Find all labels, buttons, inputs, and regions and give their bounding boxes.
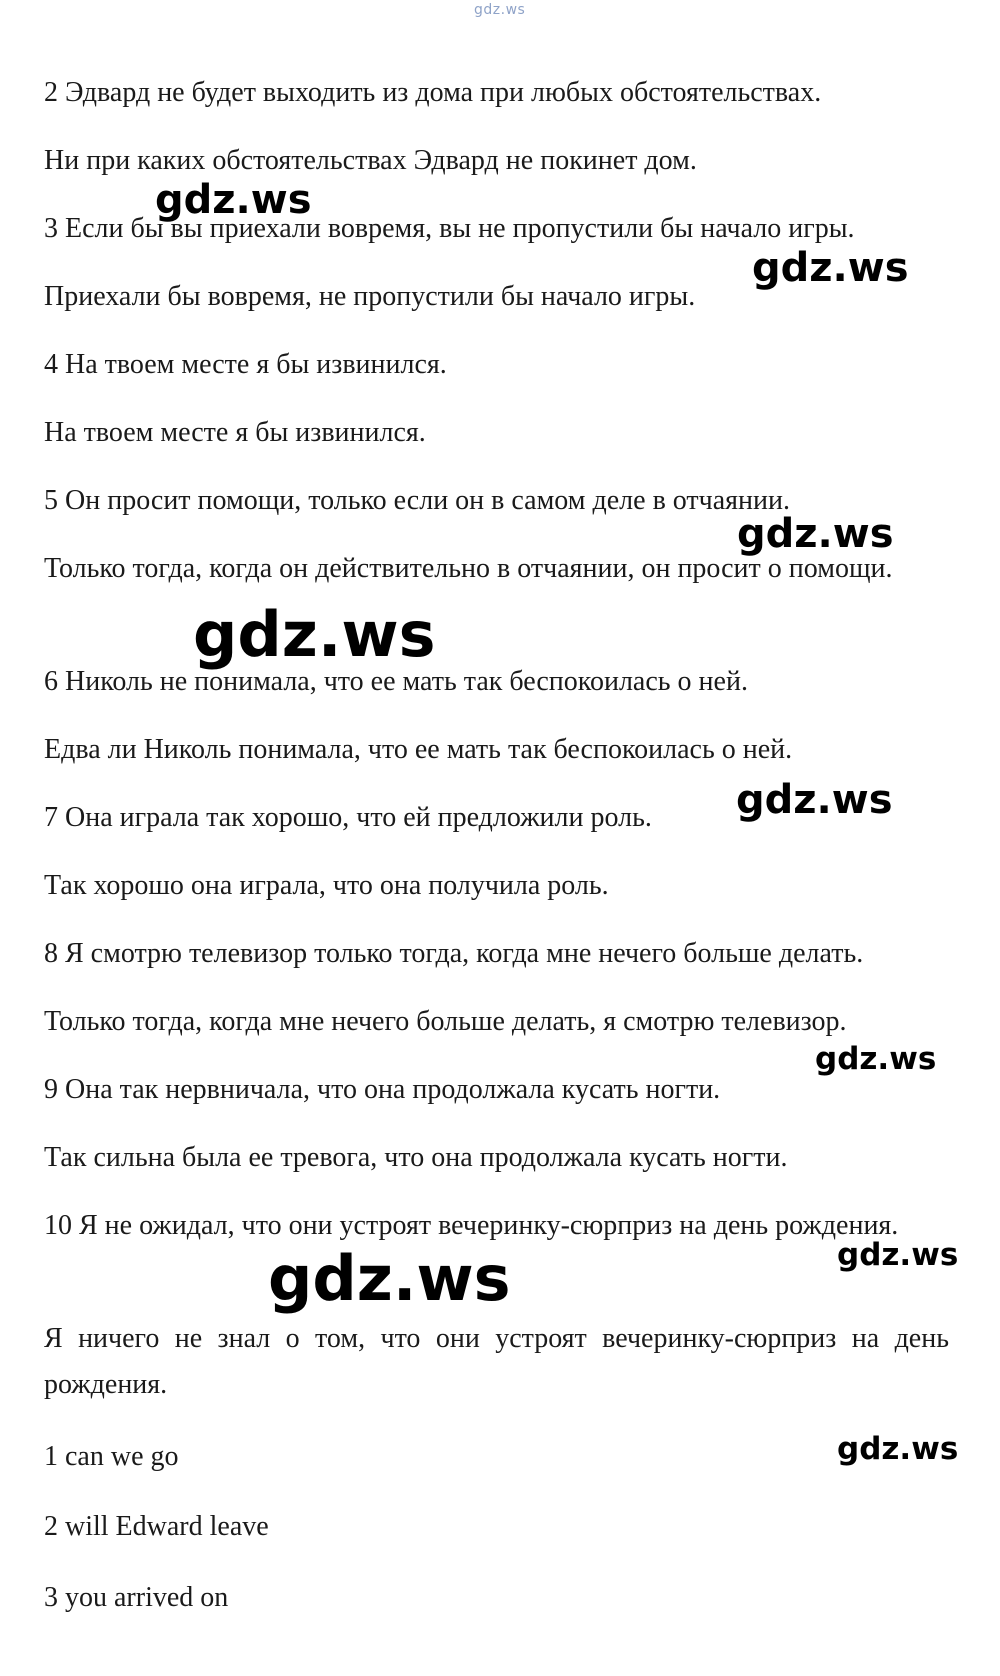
watermark: gdz.ws [736,777,893,823]
answer-line: 4 На твоем месте я бы извинился. [44,349,447,380]
answer-line: 5 Он просит помощи, только если он в самом деле в отчаянии. [44,485,790,516]
answer-line: Ни при каких обстоятельствах Эдвард не покинет дом. [44,145,697,176]
answer-line: Так сильна была ее тревога, что она продолжала кусать ногти. [44,1142,788,1173]
answer-line: 9 Она так нервничала, что она продолжала кусать ногти. [44,1074,721,1105]
watermark: gdz.ws [193,598,436,671]
answer-line: 10 Я не ожидал, что они устроят вечеринку-сюрприз на день рождения. [44,1210,899,1241]
answer-line: Приехали бы вовремя, не пропустили бы начало игры. [44,281,696,312]
watermark: gdz.ws [752,245,909,291]
watermark: gdz.ws [837,1431,959,1467]
header-watermark: gdz.ws [474,2,526,18]
watermark: gdz.ws [268,1242,511,1315]
answer-line: На твоем месте я бы извинился. [44,417,426,448]
answer-line: 6 Николь не понимала, что ее мать так беспокоилась о ней. [44,666,748,697]
watermark: gdz.ws [815,1041,937,1077]
answer-line: 2 Эдвард не будет выходить из дома при любых обстоятельствах. [44,77,822,108]
answer-line: 7 Она играла так хорошо, что ей предложили роль. [44,802,652,833]
answer-line: 8 Я смотрю телевизор только тогда, когда мне нечего больше делать. [44,938,864,969]
answer-line: Только тогда, когда он действительно в отчаянии, он просит о помощи. [44,553,893,584]
answer-line: 1 can we go [44,1441,179,1472]
answer-line: 3 Если бы вы приехали вовремя, вы не пропустили бы начало игры. [44,213,855,244]
answer-line: Едва ли Николь понимала, что ее мать так беспокоилась о ней. [44,734,793,765]
answer-line: 2 will Edward leave [44,1511,269,1542]
watermark: gdz.ws [837,1237,959,1273]
answer-line: Так хорошо она играла, что она получила роль. [44,870,609,901]
answer-line: Я ничего не знал о том, что они устроят вечеринку-сюрприз на день рождения. [44,1323,949,1400]
watermark: gdz.ws [155,177,312,223]
answer-line: Только тогда, когда мне нечего больше делать, я смотрю телевизор. [44,1006,847,1037]
answer-line: 3 you arrived on [44,1582,229,1613]
watermark: gdz.ws [737,511,894,557]
